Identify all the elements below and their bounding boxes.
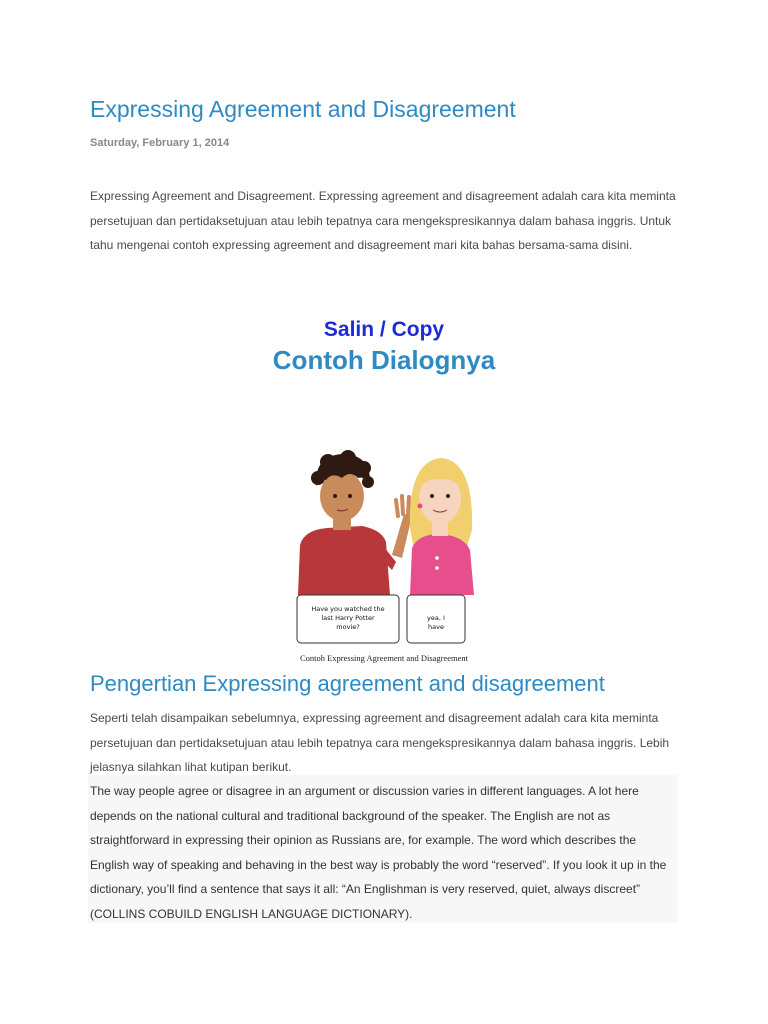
dialog-cartoon: [292, 450, 476, 645]
bubble-left-line-3: movie?: [336, 623, 360, 631]
dialog-illustration: [292, 450, 476, 645]
bubble-left-line-2: last Harry Potter: [321, 614, 375, 622]
bubble-right-line-2: have: [428, 623, 444, 631]
post-date: Saturday, February 1, 2014: [90, 137, 230, 149]
contoh-dialog-heading: Contoh Dialognya: [272, 345, 496, 375]
quote-paragraph: The way people agree or disagree in an argument or discussion varies in different languages. A lot here depends on the national cultural and traditional background of the speaker. The English are not as straightforward in expressing their opinion as Russians are, for example. The word which describes the English way of speaking and behaving in the best way is probably the word “reserved”. If you look it up in the dictionary, you’ll find a sentence that says it all: “An Englishman is very reserved, quiet, always discreet” (COLLINS COBUILD ENGLISH LANGUAGE DICTIONARY).: [90, 784, 667, 921]
girl-figure: [410, 458, 474, 595]
section-title: Pengertian Expressing agreement and disagreement: [90, 671, 605, 696]
bubble-left-line-1: Have you watched the: [311, 605, 385, 613]
intro-paragraph: Expressing Agreement and Disagreement. Expressing agreement and disagreement adalah cara kita meminta persetujuan dan pertidaksetujuan atau lebih tepatnya cara mengekspresikannya dalam bahasa inggris. Untuk tahu mengenai contoh expressing agreement and disagreement mari kita bahas bersama-sama disini.: [90, 189, 676, 252]
post-title[interactable]: Expressing Agreement and Disagreement: [90, 96, 516, 122]
section-paragraph: Seperti telah disampaikan sebelumnya, expressing agreement and disagreement adalah cara kita meminta persetujuan dan pertidaksetujuan atau lebih tepatnya cara mengekspresikannya dalam bahasa inggris. Lebih jelasnya silahkan lihat kutipan berikut.: [90, 711, 670, 774]
salin-copy-heading: Salin / Copy: [323, 318, 445, 341]
figure-caption: Contoh Expressing Agreement and Disagreement: [299, 653, 469, 663]
bubble-right-line-1: yea, I: [427, 614, 445, 622]
